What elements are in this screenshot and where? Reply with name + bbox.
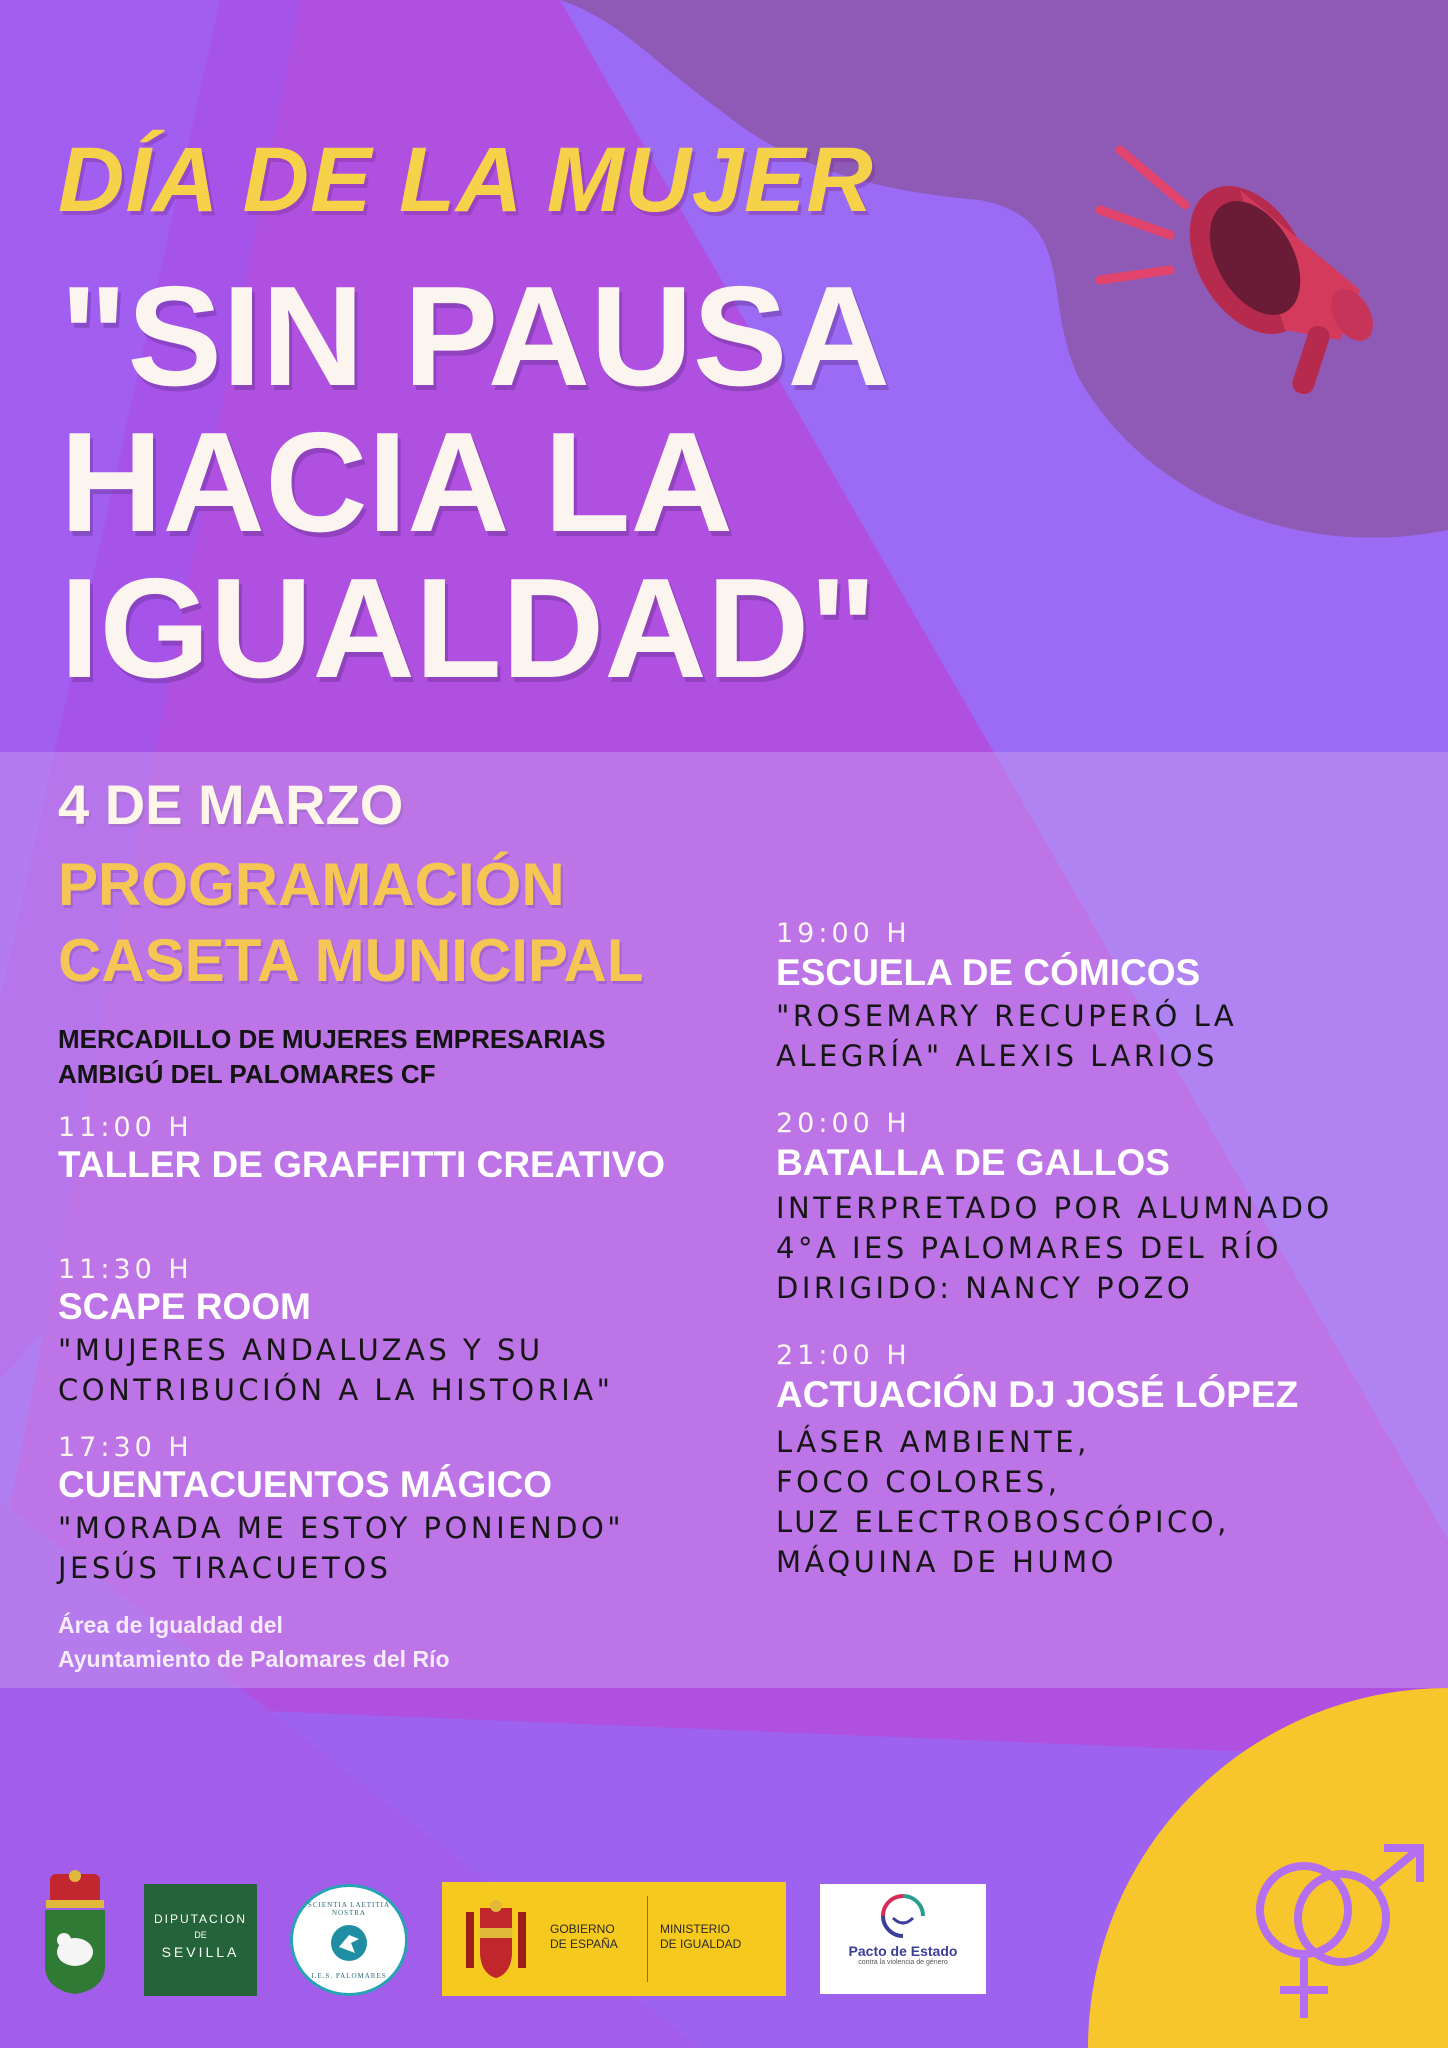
pacto-title: Pacto de Estado [848,1943,958,1959]
event-description: LÁSER AMBIENTE, FOCO COLORES, LUZ ELECTROBOSCÓPICO, MÁQUINA DE HUMO [776,1425,1230,1579]
diputacion-logo-line-2: DE [194,1930,207,1940]
event-description: "ROSEMARY RECUPERÓ LA ALEGRÍA" ALEXIS LARIOS [776,999,1238,1073]
headline: DÍA DE LA MUJER [58,129,874,231]
title-line-2: HACIA LA [60,403,734,562]
credit-line-1: Área de Igualdad del [58,1612,283,1638]
title-line-1: "SIN PAUSA [60,257,891,416]
diputacion-logo-line-1: DIPUTACION [153,1912,248,1926]
pacto-subtitle: contra la violencia de género [858,1959,948,1966]
program-title-1: PROGRAMACIÓN [58,851,565,918]
pacto-de-estado-logo [820,1884,986,1994]
event-description: "MORADA ME ESTOY PONIENDO" JESÚS TIRACUETOS [58,1511,625,1585]
coat-of-arms-icon [40,1866,110,1996]
event-time: 19:00 H [776,918,911,949]
event-time: 20:00 H [776,1108,911,1139]
spain-coat-of-arms-icon [458,1898,534,1982]
event-time: 11:30 H [58,1254,193,1285]
bird-icon [329,1923,369,1963]
market-line-2: AMBIGÚ DEL PALOMARES CF [58,1059,436,1089]
title-line-3: IGUALDAD" [60,549,877,708]
program-title-2: CASETA MUNICIPAL [58,927,644,994]
diputacion-logo [144,1884,257,1996]
ies-palomares-logo [290,1884,408,1996]
event-title: ESCUELA DE CÓMICOS [776,952,1201,993]
organizer-credit [58,1608,450,1676]
event-description: "MUJERES ANDALUZAS Y SU CONTRIBUCIÓN A LA HISTORIA" [58,1333,614,1407]
gobierno-line-1: GOBIERNO [550,1922,615,1936]
event-title: BATALLA DE GALLOS [776,1142,1170,1183]
gender-symbols-icon [1234,1838,1434,2024]
event-time: 17:30 H [58,1432,193,1463]
credit-line-2: Ayuntamiento de Palomares del Río [58,1646,450,1672]
ies-logo-name: I.E.S. PALOMARES [311,1972,387,1980]
event-date: 4 DE MARZO [58,773,404,836]
event-title: SCAPE ROOM [58,1286,311,1327]
ministerio-line-1: MINISTERIO [660,1922,731,1936]
event-title: TALLER DE GRAFFITTI CREATIVO [58,1144,666,1185]
event-title: ACTUACIÓN DJ JOSÉ LÓPEZ [776,1374,1299,1415]
diputacion-logo-line-3: SEVILLA [161,1944,240,1960]
event-title: CUENTACUENTOS MÁGICO [58,1464,553,1505]
event-time: 21:00 H [776,1340,911,1371]
gobierno-ministerio-logo [442,1882,786,1996]
ministerio-line-2: DE IGUALDAD [660,1937,742,1951]
market-info [58,1022,606,1092]
megaphone-icon [1090,140,1410,440]
pacto-smile-icon [873,1894,933,1938]
event-description: INTERPRETADO POR ALUMNADO 4°A IES PALOMARES DEL RÍO DIRIGIDO: NANCY POZO [776,1191,1333,1305]
gobierno-line-2: DE ESPAÑA [550,1937,618,1951]
event-time: 11:00 H [58,1112,193,1143]
ies-logo-motto: SCIENTIA LAETITIA NOSTRA [307,1901,391,1917]
market-line-1: MERCADILLO DE MUJERES EMPRESARIAS [58,1024,606,1054]
